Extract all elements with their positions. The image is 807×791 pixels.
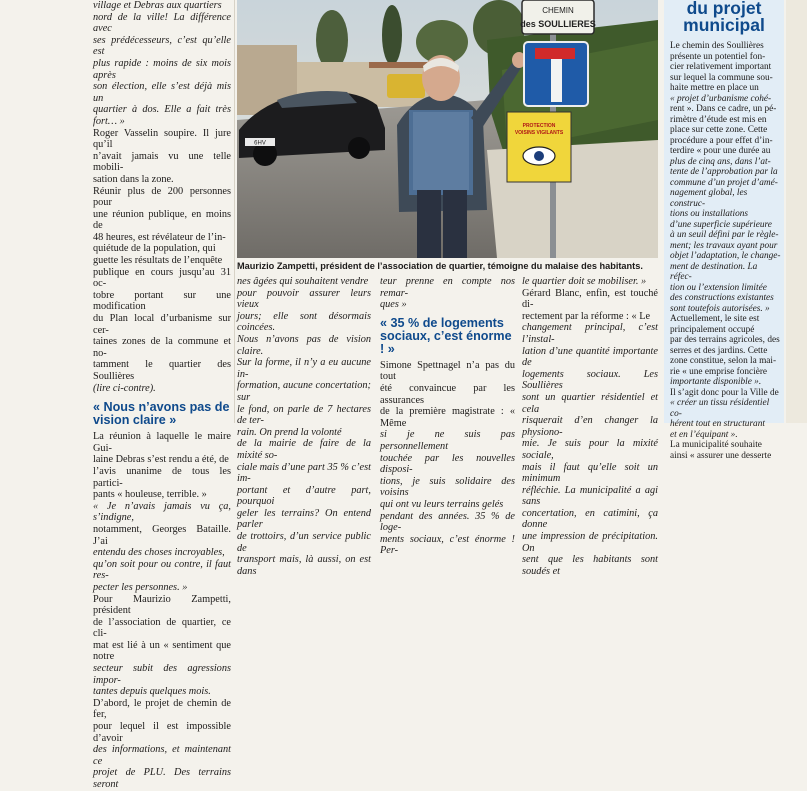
article-column-1 [93,0,231,791]
photo-caption: Maurizio Zampetti, président de l’association de quartier, témoigne du malaise des habitants. [237,261,643,271]
text-line: nes âgées qui souhaitent vendre [237,276,369,287]
text-line: haite mettre en place un [670,83,759,93]
text-line: Simone Spettnagel n’a pas du tout [380,359,515,383]
text-line: rain. On prend la volonté [237,426,342,438]
text-line: zone constitue, selon la mai- [670,356,777,366]
text-line: sent que les habitants sont soudés et [522,554,658,577]
text-line: ciale mais d’une part 35 % c’est im- [237,461,371,485]
photo-scene [237,0,658,258]
text-line: réfléchie. La municipalité a agi sans [522,484,658,508]
text-line: hérent tout en structurant [670,419,765,429]
text-line: Sur la forme, il n’y a eu aucune in- [237,357,371,380]
text-line: Nous n’avons pas de vision claire. [237,333,371,357]
eye-icon [534,151,544,161]
text-line: de la mairie de faire de la mixité so- [237,438,371,461]
text-line: tobre portant sur une modification [93,289,231,313]
text-line: La réunion à laquelle le maire Gui- [93,431,231,454]
text-line: « créer un tissu résidentiel co- [670,398,770,419]
text-line: une impression de précipitation. On [522,531,658,554]
street-sign [520,0,596,34]
text-line: risquerait d’en changer la physiono- [522,415,658,438]
text-line: « Je n’avais jamais vu ça, s’indigne, [93,500,231,524]
text-line: qu’on soit pour ou contre, il faut res- [93,558,231,582]
text-line: des constructions existantes [670,293,774,303]
text-line: tente de l’approbation par la [670,167,778,177]
text-line: quiétude de la population, qui [93,243,216,255]
subheading-vision-claire: « Nous n’avons pas de vision claire » [93,400,230,428]
text-line: tion ou l’extension limitée [670,282,767,293]
text-line: le quartier doit se mobiliser. » [522,276,647,287]
svg-text:CHEMIN: CHEMIN [542,6,574,15]
text-line: quartier à dos. Elle a fait très fort… » [93,104,231,127]
text-line: son élection, elle s’est déjà mis un [93,81,231,104]
text-line: mat est lié à un « sentiment que notre [93,639,231,663]
text-line: Il s’agit donc pour la Ville de [670,387,779,398]
text-line: à un seuil défini par le règle- [670,230,779,240]
text-line: ques » [380,299,407,311]
text-line: de l’association de quartier, ce cli- [93,616,231,640]
text-line: serres et des jardins. Cette [670,345,768,356]
text-line: ainsi « assurer une desserte [670,450,772,461]
text-line: plus de cinq ans, dans l’at- [670,156,771,167]
text-line: changement principal, c’est l’instal- [522,322,658,345]
text-line: mie. Je suis pour la mixité sociale, [522,438,658,461]
sidebar-title: du projet municipal [683,0,765,35]
text-line: tamment le quartier des Soullières [93,359,231,382]
text-line: et en l’équipant ». [670,429,738,440]
text-line: ment de destination. La réfec- [670,261,758,282]
text-line: projet de PLU. Des terrains seront [93,767,231,790]
text-line: laine Debras s’est rendu a été, de [93,454,229,466]
text-line: commune d’un projet d’amé- [670,177,778,188]
neighbourhood-watch-sign [507,112,571,182]
svg-text:des SOULLIERES: des SOULLIERES [520,19,596,29]
cypress-tree [382,5,402,65]
text-line: touchée par les nouvelles disposi- [380,452,515,476]
text-line: notamment, Georges Bataille. J’ai [93,523,231,547]
text-line: sont toutefois autorisées. » [670,303,770,314]
text-line: secteur subit des agressions impor- [93,663,231,686]
text-line: teur prenne en compte nos remar- [380,276,515,299]
column-divider [234,0,235,423]
dead-end-sign [524,42,588,106]
adjacent-page-strip [786,0,807,423]
text-line: l’avis unanime de tous les partici- [93,465,231,489]
column-2-lines [237,276,371,577]
text-line: sation dans la zone. [93,173,174,185]
text-line: par des terrains agricoles, des [670,335,780,345]
text-line: transport mais, là aussi, on est dans [237,554,371,577]
article-photo [237,0,658,258]
text-line: rectement par la réforme : « Le [522,310,651,322]
svg-text:PROTECTION: PROTECTION [522,123,556,129]
text-line: concertation, en catimini, ça donne [522,507,658,531]
text-line: présente un potentiel fon- [670,51,766,62]
text-line: plus rapide : moins de six mois après [93,57,231,81]
subheading-35-percent: « 35 % de logements sociaux, c’est énorme ! » [380,315,512,356]
text-line: sont un quartier résidentiel et cela [522,391,658,415]
text-line: n’avait jamais vu une telle mobili- [93,150,231,174]
text-line: 48 heures, est révélateur de l’in- [93,231,226,243]
text-line: jours; elle sont désormais coincées. [237,310,371,334]
text-line: de trottoirs, d’un service public de [237,531,371,554]
text-line: geler les terrains? On entend parler [237,507,371,531]
text-line: Roger Vasselin soupire. Il jure qu’il [93,127,231,151]
palm-tree [316,10,348,70]
text-line: Actuellement, le site est [670,314,760,324]
text-line: pour pouvoir assurer leurs vieux [237,287,371,311]
column-3-top-lines [380,276,515,311]
sidebar-text [670,41,781,461]
info-sidebar [664,0,784,461]
text-line: des informations, et maintenant ce [93,744,231,767]
text-line: rie « une emprise foncière [670,366,768,377]
text-line: pendant des années. 35 % de loge- [380,510,515,534]
text-line: tantes depuis quelques mois. [93,686,211,698]
text-line: du Plan local d’urbanisme sur cer- [93,313,231,336]
license-plate: 6HV [254,140,266,147]
column-1-top-lines [93,0,231,394]
text-line: ment; les travaux ayant pour [670,240,778,251]
text-line: principalement occupé [670,324,755,335]
column-1-bottom-lines [93,431,231,790]
text-line: nord de la ville! La différence avec [93,11,231,35]
text-line: « projet d’urbanisme cohé- [670,93,772,104]
text-line: qui ont vu leurs terrains gelés [380,498,504,510]
text-line: guette les résultats de l’enquête [93,255,223,267]
article-column-4 [522,276,658,577]
text-line: terdire « pour une durée au [670,146,771,156]
text-line: Pour Maurizio Zampetti, président [93,593,231,617]
text-line: nagement global, les construc- [670,188,748,209]
text-line: été convaincue par les assurances [380,382,515,406]
text-line: taines zones de la commune et no- [93,336,231,359]
text-line: mais il faut qu’elle soit un minimum [522,461,658,485]
text-line: Gérard Blanc, enfin, est touché di- [522,287,658,311]
svg-text:VOISINS VIGILANTS: VOISINS VIGILANTS [514,130,564,136]
text-line: formation, aucune concertation; sur [237,380,371,403]
text-line: lation d’une quantité importante de [522,345,658,369]
text-line: si je ne suis pas personnellement [380,429,515,452]
text-line: sur lequel la commune sou- [670,72,773,83]
article-column-3 [380,276,515,557]
column-3-bottom-lines [380,360,515,557]
text-line: publique en cours jusqu’au 31 oc- [93,266,231,290]
text-line: La municipalité souhaite [670,440,762,450]
text-line: rimètre d’étude est mis en [670,114,767,125]
text-line: place sur cette zone. Cette [670,125,768,135]
text-line: ses prédécesseurs, c’est qu’elle est [93,34,231,58]
text-line: procédure a pour effet d’in- [670,135,773,146]
text-line: tions ou installations [670,209,749,219]
text-line: d’une superficie supérieure [670,219,772,230]
text-line: rent ». Dans ce cadre, un pé- [670,104,777,114]
text-line: logements sociaux. Les Soullières [522,368,658,392]
text-line: le fond, on parle de 7 hectares de ter- [237,403,371,427]
text-line: pants « houleuse, terrible. » [93,489,207,501]
text-line: pour lequel il est impossible d’avoir [93,721,231,744]
text-line: portant et d’autre part, pourquoi [237,484,371,508]
article-column-2 [237,276,371,577]
text-line: une réunion publique, en moins de [93,208,231,232]
text-line: pecter les personnes. » [93,581,188,593]
text-line: importante disponible ». [670,377,762,387]
column-4-lines [522,276,658,577]
text-line: objet l’adaptation, le change- [670,251,781,261]
text-line: (lire ci-contre). [93,382,156,394]
text-line: Le chemin des Soullières [670,41,764,51]
text-line: cier relativement important [670,62,772,72]
text-line: village et Debras aux quartiers [93,0,222,11]
text-line: Réunir plus de 200 personnes pour [93,185,231,209]
text-line: entendu des choses incroyables, [93,547,225,559]
text-line: de la première magistrate : « Même [380,406,515,429]
text-line: tions, je suis solidaire des voisins [380,475,515,499]
text-line: D’abord, le projet de chemin de fer, [93,697,231,721]
text-line: ments sociaux, c’est énorme ! Per- [380,533,515,557]
